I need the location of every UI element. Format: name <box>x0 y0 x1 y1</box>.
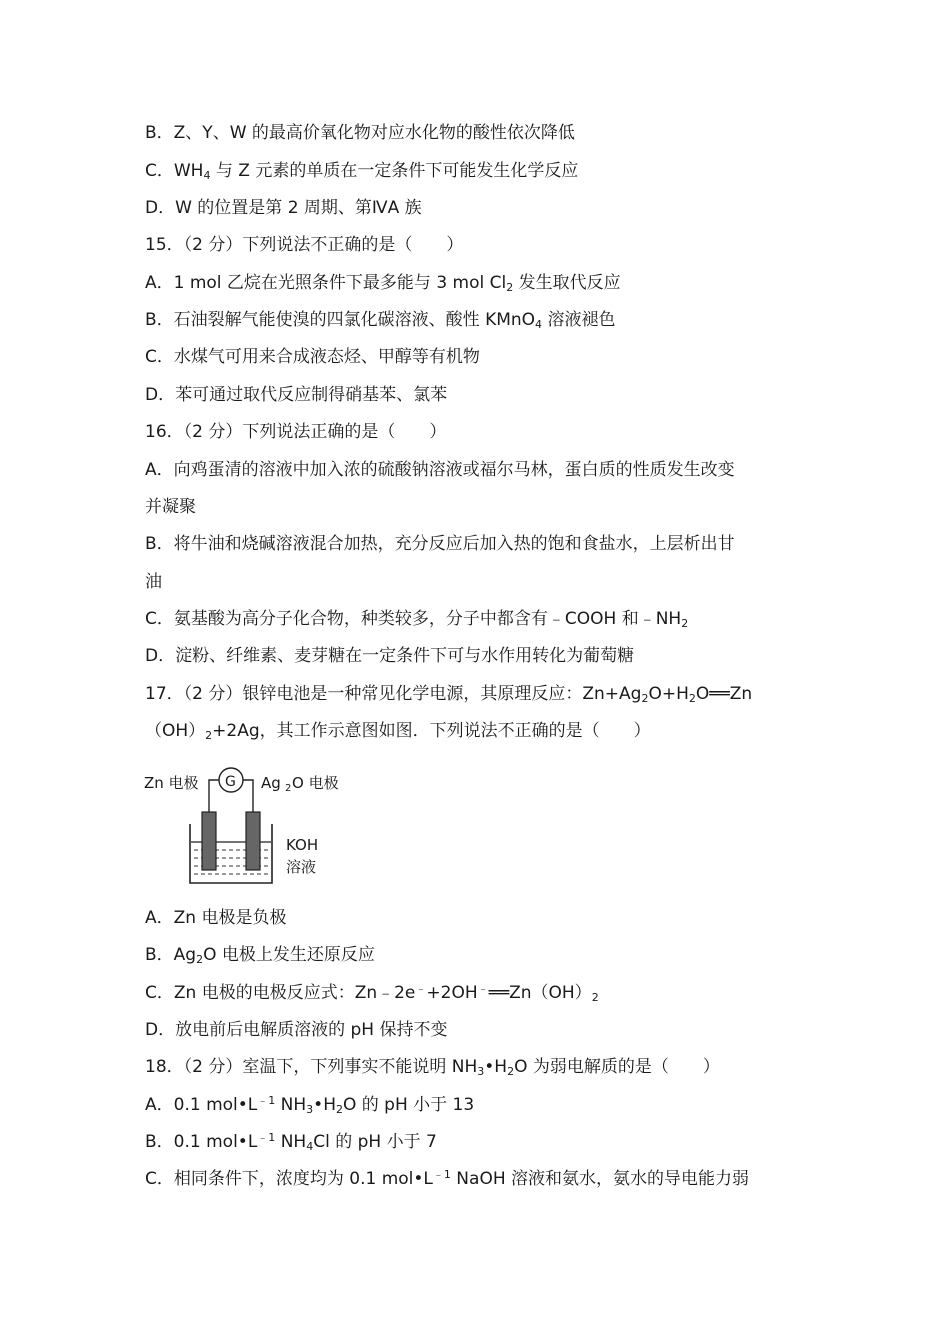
q15-option-b: B．石油裂解气能使溴的四氯化碳溶液、酸性 KMnO$_4$ 溶液褪色 <box>145 310 616 331</box>
q18-option-a: A．0.1 $mol•L^{﹣1}$ $NH_3•H_2O$ 的 pH 小于 13 <box>145 1094 475 1116</box>
koh-label: KOH <box>286 836 319 854</box>
q17-stem-line1: 17．（2 分）银锌电池是一种常见化学电源，其原理反应：$Zn+Ag_2O+H_2O══Zn$ <box>145 684 753 705</box>
ag2o-electrode-label-b: O 电极 <box>292 774 339 792</box>
q15-stem: 15．（2 分）下列说法不正确的是（ ） <box>145 235 464 255</box>
left-wire <box>209 780 219 812</box>
q15-option-a: A．1 mol 乙烷在光照条件下最多能与 3 mol $Cl_2$ 发生取代反应 <box>145 273 621 294</box>
zn-electrode-label: Zn 电极 <box>144 774 199 792</box>
q16-option-c: C．氨基酸为高分子化合物，种类较多，分子中都含有﹣COOH 和$﹣NH_2$ <box>145 609 689 630</box>
q17-option-d: D．放电前后电解质溶液的 pH 保持不变 <box>145 1020 448 1040</box>
ag2o-electrode-label-a: Ag <box>261 774 281 792</box>
ag2o-electrode <box>246 812 260 870</box>
q16-option-a-line2: 并凝聚 <box>145 497 196 517</box>
q16-option-b-line2: 油 <box>145 572 162 592</box>
q17-stem-line2: $(OH)_2+2Ag$，其工作示意图如图．下列说法不正确的是（ ） <box>145 721 651 742</box>
q16-stem: 16．（2 分）下列说法正确的是（ ） <box>145 422 447 442</box>
solution-label: 溶液 <box>286 858 317 876</box>
q14-option-b: B．Z、Y、W 的最高价氧化物对应水化物的酸性依次降低 <box>145 123 575 143</box>
q16-option-a-line1: A．向鸡蛋清的溶液中加入浓的硫酸钠溶液或福尔马林，蛋白质的性质发生改变 <box>145 460 735 480</box>
q17-option-c: C．Zn 电极的电极反应式：$Zn﹣2e^﹣+2OH^﹣══Zn(OH)_2$ <box>145 982 599 1004</box>
q16-option-d: D．淀粉、纤维素、麦芽糖在一定条件下可与水作用转化为葡萄糖 <box>145 646 635 666</box>
zn-electrode <box>202 812 216 870</box>
right-wire <box>243 780 253 812</box>
q18-stem: 18．（2 分）室温下，下列事实不能说明 $NH_3•H_2O$ 为弱电解质的是（ ） <box>145 1057 720 1078</box>
galvanometer-label: G <box>225 774 236 790</box>
q15-option-c: C．水煤气可用来合成液态烃、甲醇等有机物 <box>145 347 480 367</box>
battery-diagram <box>140 762 350 892</box>
q17-option-a: A．Zn 电极是负极 <box>145 908 287 928</box>
q18-option-c: C．相同条件下，浓度均为 0.1 $mol•L^{﹣1}$ NaOH 溶液和氨水，氨水的导电能力弱 <box>145 1168 750 1189</box>
ag2o-electrode-label-sub: 2 <box>285 783 292 794</box>
q18-option-b: B．0.1 $mol•L^{﹣1}$ $NH_4Cl$ 的 pH 小于 7 <box>145 1131 437 1153</box>
q14-option-d: D．W 的位置是第 2 周期、第ⅣA 族 <box>145 198 422 218</box>
q14-option-c: C．$WH_4$ 与 Z 元素的单质在一定条件下可能发生化学反应 <box>145 161 579 182</box>
q15-option-d: D．苯可通过取代反应制得硝基苯、氯苯 <box>145 385 448 405</box>
q17-option-b: B．$Ag_2O$ 电极上发生还原反应 <box>145 945 375 966</box>
q16-option-b-line1: B．将牛油和烧碱溶液混合加热，充分反应后加入热的饱和食盐水，上层析出甘 <box>145 534 735 554</box>
